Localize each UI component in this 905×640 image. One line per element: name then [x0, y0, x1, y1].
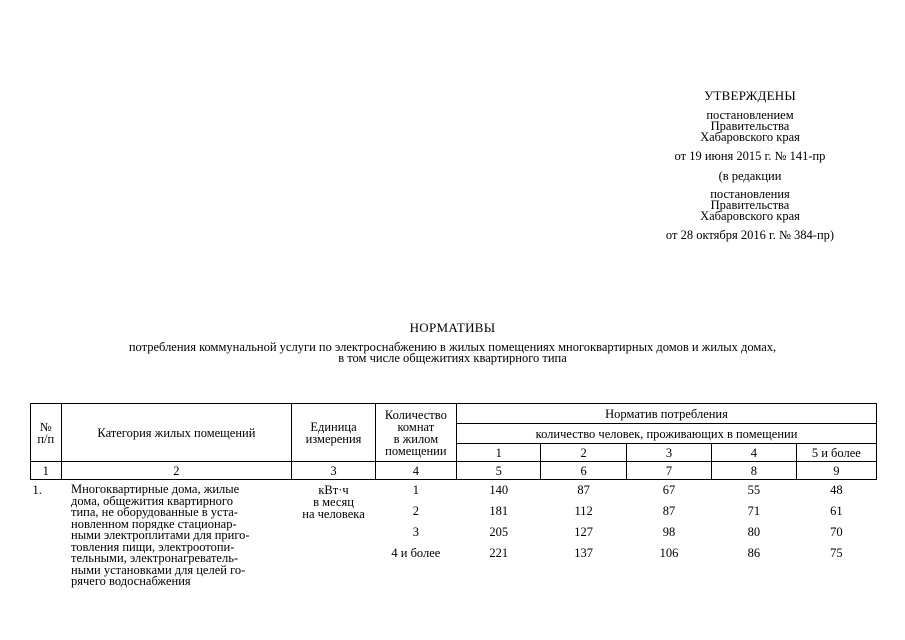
- norm-value: 221: [489, 546, 509, 560]
- norm-value: 112: [574, 504, 593, 518]
- approval-line: Хабаровского края: [700, 209, 800, 223]
- column-number: 6: [541, 462, 626, 480]
- subtitle-line: потребления коммунальной услуги по электроснабжению в жилых помещениях многоквартирных домов и жилых домах,: [128, 340, 777, 354]
- header-num-line: п/п: [37, 431, 55, 446]
- norm-value: 127: [574, 525, 593, 539]
- norm-value: 70: [830, 525, 843, 539]
- approval-title: УТВЕРЖДЕНЫ: [704, 88, 796, 103]
- norm-value: 67: [662, 483, 676, 497]
- approval-block-1: [600, 110, 900, 143]
- row-values-4-persons: [712, 480, 796, 588]
- row-values-1-person: [457, 480, 541, 588]
- rooms-value: 1: [412, 483, 419, 497]
- header-rooms-line: в жилом: [393, 431, 439, 446]
- header-num: [31, 404, 62, 462]
- row-unit: [292, 480, 375, 588]
- approval-line: (в редакции: [718, 169, 782, 183]
- header-category: Категория жилых помещений: [61, 404, 292, 462]
- norm-value: 98: [662, 525, 676, 539]
- norm-value: 181: [489, 504, 509, 518]
- norm-value: 80: [747, 525, 761, 539]
- row-number: 1.: [31, 480, 62, 588]
- column-number-row: [31, 462, 877, 480]
- category-line: рячего водоснабжения: [71, 574, 191, 588]
- header-rooms-line: Количество: [384, 407, 447, 422]
- header-people-5: 5 и более: [796, 444, 876, 462]
- norm-value: 61: [830, 504, 843, 518]
- category-line: тельными, электронагреватель-: [71, 551, 239, 565]
- document-title: НОРМАТИВЫ: [409, 320, 496, 335]
- column-number: 9: [796, 462, 876, 480]
- table-row: [31, 480, 877, 588]
- row-values-2-persons: [541, 480, 626, 588]
- header-rooms-line: помещении: [385, 443, 447, 458]
- subtitle-line: в том числе общежитиях квартирного типа: [338, 351, 567, 365]
- norm-value: 87: [577, 483, 590, 497]
- category-line: новленном порядке стационар-: [71, 516, 237, 531]
- header-rooms-line: комнат: [397, 419, 435, 434]
- category-line: ными установками для целей го-: [71, 562, 246, 577]
- norm-value: 87: [662, 504, 676, 518]
- unit-line: на человека: [302, 507, 365, 521]
- header-unit-line: Единица: [310, 419, 357, 434]
- norm-value: 75: [830, 546, 843, 560]
- approval-line: Правительства: [710, 119, 790, 133]
- header-norm: Норматив потребления: [457, 404, 877, 424]
- rooms-value: 4 и более: [391, 546, 441, 560]
- row-values-3-persons: [626, 480, 711, 588]
- document-heading: [0, 320, 905, 364]
- norm-value: 106: [659, 546, 679, 560]
- approval-stamp: [600, 88, 900, 248]
- column-number: 7: [626, 462, 711, 480]
- unit-line: кВт·ч: [318, 483, 349, 497]
- column-number: 5: [457, 462, 541, 480]
- norm-value: 71: [747, 504, 761, 518]
- rooms-value: 2: [412, 504, 419, 518]
- header-num-line: №: [39, 419, 52, 434]
- category-line: типа, не оборудованные в уста-: [71, 505, 238, 519]
- approval-date-1: от 19 июня 2015 г. № 141-пр: [674, 149, 826, 163]
- header-people-3: 3: [626, 444, 711, 462]
- approval-line: постановления: [710, 187, 790, 201]
- norms-table: [30, 403, 877, 588]
- row-category: [61, 480, 292, 588]
- header-people-4: 4: [712, 444, 796, 462]
- header-unit-line: измерения: [305, 431, 362, 446]
- column-number: 1: [31, 462, 62, 480]
- norm-value: 140: [489, 483, 509, 497]
- approval-line: постановлением: [706, 108, 794, 122]
- approval-block-2: [600, 189, 900, 222]
- category-line: Многоквартирные дома, жилые: [71, 482, 240, 496]
- header-people: количество человек, проживающих в помещении: [457, 424, 877, 444]
- column-number: 3: [292, 462, 375, 480]
- norm-value: 137: [574, 546, 593, 560]
- approval-line: Правительства: [710, 198, 790, 212]
- document-subtitle: [0, 342, 905, 364]
- category-line: ными электроплитами для приго-: [71, 528, 250, 542]
- category-line: дома, общежития квартирного: [71, 493, 233, 508]
- approval-date-2: от 28 октября 2016 г. № 384-пр): [665, 228, 835, 242]
- norm-value: 48: [830, 483, 843, 497]
- column-number: 4: [375, 462, 456, 480]
- header-people-2: 2: [541, 444, 626, 462]
- norm-value: 205: [489, 525, 509, 539]
- norm-value: 86: [747, 546, 761, 560]
- header-unit: [292, 404, 375, 462]
- column-number: 8: [712, 462, 796, 480]
- header-people-1: 1: [457, 444, 541, 462]
- norm-value: 55: [747, 483, 761, 497]
- header-rooms: [375, 404, 456, 462]
- unit-line: в месяц: [313, 495, 354, 509]
- approval-line: Хабаровского края: [700, 130, 800, 144]
- column-number: 2: [61, 462, 292, 480]
- rooms-value: 3: [412, 525, 419, 539]
- row-rooms: [375, 480, 456, 588]
- category-line: товления пищи, электроотопи-: [71, 539, 235, 554]
- row-values-5-plus-persons: [796, 480, 876, 588]
